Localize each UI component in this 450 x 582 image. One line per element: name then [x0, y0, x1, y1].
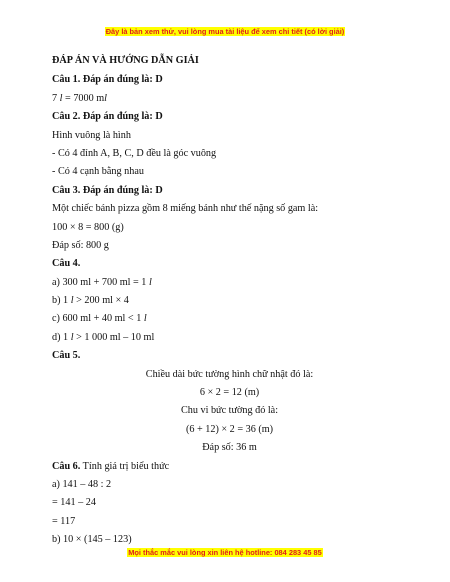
- q6-line-1: a) 141 – 48 : 2: [52, 478, 112, 490]
- q5-line-5: Đáp số: 36 m: [202, 442, 257, 454]
- q6-heading: Câu 6.: [52, 460, 81, 472]
- q4-c-text: c) 600 ml + 40 ml < 1: [52, 313, 144, 325]
- q4-a-unit: l: [148, 276, 152, 288]
- q1-heading: Câu 1. Đáp án đúng là: D: [52, 74, 163, 86]
- q2-heading: Câu 2. Đáp án đúng là: D: [52, 111, 163, 123]
- q5-line-1: Chiều dài bức tường hình chữ nhật đó là:: [145, 368, 314, 380]
- q5-line-4: (6 + 12) × 2 = 36 (m): [185, 423, 274, 435]
- q5-heading: Câu 5.: [52, 350, 81, 362]
- preview-notice-banner: [0, 27, 450, 36]
- q4-b-post: > 200 ml × 4: [73, 295, 129, 307]
- answer-key-content: [52, 52, 407, 550]
- q4-item-a: [52, 274, 407, 292]
- q6-line-3: = 117: [52, 515, 76, 527]
- q4-d-unit: l: [70, 331, 74, 343]
- q4-c-unit: l: [143, 313, 147, 325]
- q4-b-unit: l: [70, 295, 74, 307]
- q4-item-c: [52, 310, 407, 328]
- q4-item-b: [52, 292, 407, 310]
- q6-heading-rest: Tính giá trị biểu thức: [80, 460, 170, 472]
- q2-line-3: - Có 4 cạnh bằng nhau: [52, 166, 144, 178]
- q3-line-3: Đáp số: 800 g: [52, 239, 109, 251]
- q4-d-post: > 1 000 ml – 10 ml: [73, 331, 155, 343]
- q1-answer: [52, 90, 407, 108]
- q5-line-3: Chu vi bức tường đó là:: [180, 405, 279, 417]
- q3-line-2: 100 × 8 = 800 (g): [52, 221, 124, 233]
- q4-b-text: b) 1: [52, 295, 71, 307]
- q5-line-2: 6 × 2 = 12 (m): [199, 387, 260, 399]
- q1-answer-post: = 7000 m: [62, 92, 105, 104]
- q2-line-2: - Có 4 đỉnh A, B, C, D đều là góc vuông: [52, 147, 217, 159]
- hotline-notice-banner: [0, 548, 450, 557]
- document-title: ĐÁP ÁN VÀ HƯỚNG DẪN GIẢI: [52, 55, 199, 66]
- q6-line-4: b) 10 × (145 – 123): [52, 534, 132, 546]
- q1-unit-liter: l: [59, 92, 63, 104]
- q3-line-1: Một chiếc bánh pizza gồm 8 miếng bánh như thế nặng số gam là:: [52, 203, 319, 215]
- q1-answer-pre: 7: [52, 92, 60, 104]
- q2-line-1: Hình vuông là hình: [52, 129, 131, 141]
- q1-unit-liter-2: l: [104, 92, 108, 104]
- q6-line-2: = 141 – 24: [52, 497, 96, 509]
- q6-heading-line: [52, 458, 407, 476]
- q4-a-text: a) 300 ml + 700 ml = 1: [52, 276, 149, 288]
- q3-heading: Câu 3. Đáp án đúng là: D: [52, 184, 163, 196]
- q4-item-d: [52, 329, 407, 347]
- q4-heading: Câu 4.: [52, 258, 81, 270]
- q4-d-text: d) 1: [52, 331, 71, 343]
- hotline-notice-text: Mọi thắc mắc vui lòng xin liên hệ hotline: 084 283 45 85: [128, 548, 322, 557]
- preview-notice-text: Đây là bản xem thử, vui lòng mua tài liệu để xem chi tiết (có lời giải): [105, 27, 345, 36]
